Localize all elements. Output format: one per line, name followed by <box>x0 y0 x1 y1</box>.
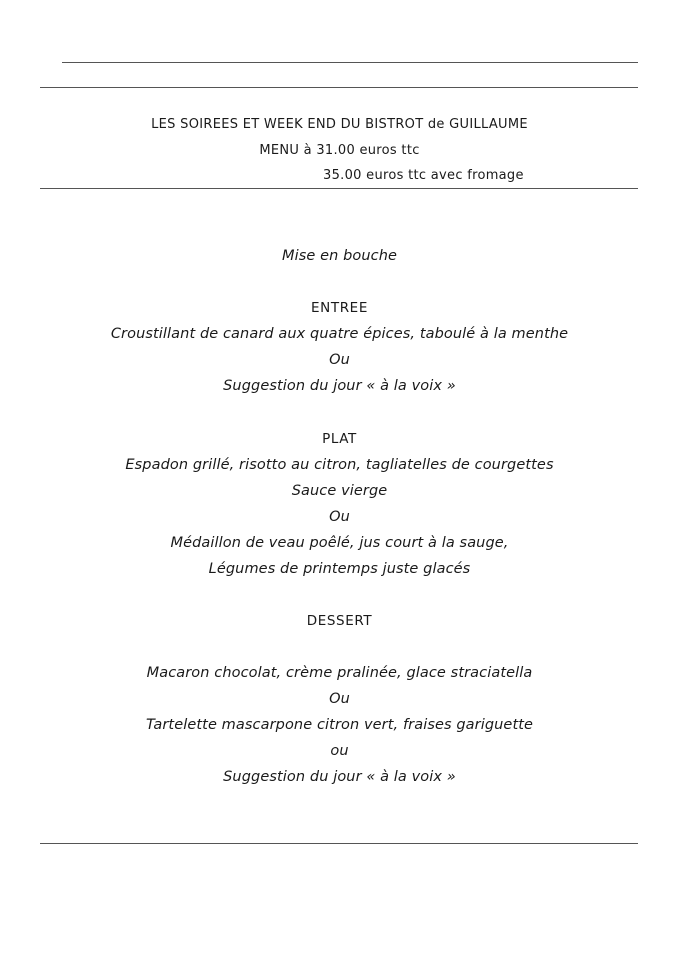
plat-item: Médaillon de veau poêlé, jus court à la sauge, <box>170 535 509 551</box>
menu-price-cheese-line: 35.00 euros ttc avec fromage <box>323 168 524 183</box>
section-title-plat: PLAT <box>322 431 357 447</box>
plat-or: Ou <box>329 509 350 525</box>
plat-item: Sauce vierge <box>291 483 388 499</box>
header-bottom-rule <box>40 188 638 189</box>
dessert-item: Tartelette mascarpone citron vert, fraises gariguette <box>145 717 534 733</box>
entree-item: Croustillant de canard aux quatre épices, taboulé à la menthe <box>110 326 569 342</box>
dessert-item: Suggestion du jour « à la voix » <box>223 769 456 785</box>
top-rule-1 <box>62 62 638 63</box>
amuse-bouche: Mise en bouche <box>281 248 398 264</box>
plat-item: Légumes de printemps juste glacés <box>208 561 471 577</box>
dessert-or: Ou <box>329 691 350 707</box>
section-title-dessert: DESSERT <box>306 613 373 629</box>
menu-price-line: MENU à 31.00 euros ttc <box>259 143 420 158</box>
top-rule-2 <box>40 87 638 88</box>
section-title-entree: ENTREE <box>311 300 368 316</box>
menu-title: LES SOIREES ET WEEK END DU BISTROT de GUILLAUME <box>151 117 528 132</box>
plat-item: Espadon grillé, risotto au citron, tagliatelles de courgettes <box>125 457 554 473</box>
dessert-item: Macaron chocolat, crème pralinée, glace straciatella <box>146 665 533 681</box>
footer-rule <box>40 843 638 844</box>
entree-item: Suggestion du jour « à la voix » <box>223 378 456 394</box>
dessert-or: ou <box>330 743 349 759</box>
entree-or: Ou <box>329 352 350 368</box>
